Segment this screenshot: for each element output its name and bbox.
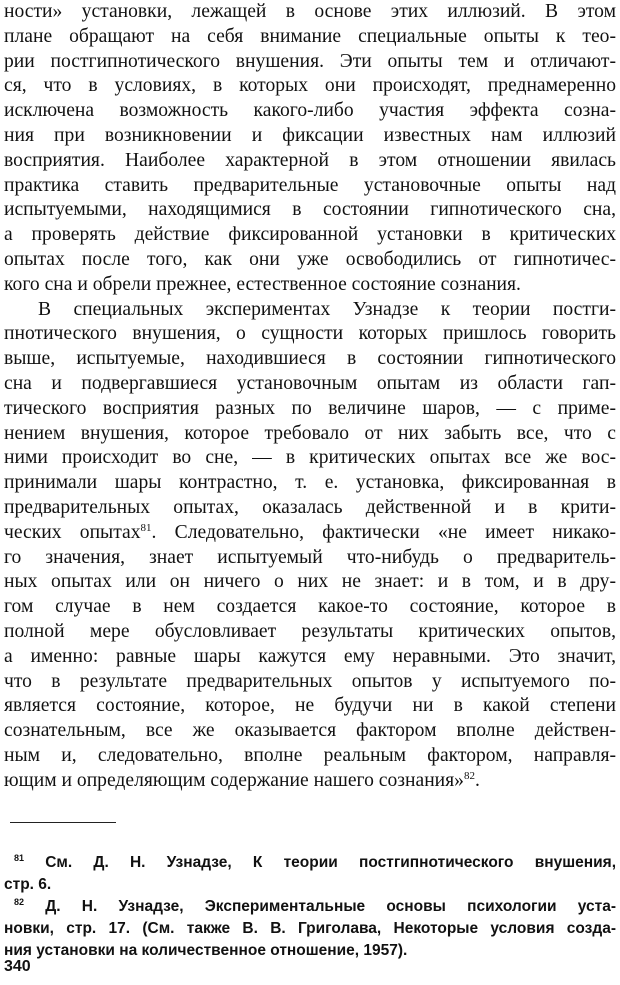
- text-line: предварительных опытах, оказалась действенной и в крити-: [4, 496, 616, 518]
- text-fragment: ческих опытах: [4, 521, 141, 543]
- text-line: полной мере обусловливает результаты критических опытов,: [4, 620, 616, 642]
- footnote-ref-82: 82: [463, 769, 475, 782]
- text-line: исключена возможность какого-либо участия эффекта созна-: [4, 100, 616, 122]
- text-line: ния при возникновении и фиксации известных нам иллюзий: [4, 124, 616, 146]
- text-line: принимали шары контрастно, т. е. установка, фиксированная в: [4, 472, 616, 494]
- text-line: испытуемыми, находящимися в состоянии гипнотического сна,: [4, 199, 616, 221]
- footnote-ref-81: 81: [140, 521, 152, 534]
- text-line: восприятия. Наиболее характерной в этом отношении явилась: [4, 149, 616, 171]
- page-number: 340: [4, 958, 31, 975]
- text-line: а проверять действие фиксированной установки в критических: [4, 224, 616, 246]
- book-page: [4, 0, 616, 985]
- text-line: а именно: равные шары кажутся ему неравными. Это значит,: [4, 645, 616, 667]
- text-line: ным и, следовательно, вполне реальным фактором, направля-: [4, 744, 616, 766]
- footnote-mark-82: 82: [14, 897, 25, 907]
- text-line: [4, 521, 616, 546]
- footnotes: [4, 852, 616, 962]
- text-line: пнотического внушения, о сущности которых пришлось говорить: [4, 323, 616, 345]
- text-line: ними происходит во сне, — в критических опытах все же вос-: [4, 447, 616, 469]
- text-line: опытах после того, как они уже освободились от гипнотичес-: [4, 248, 616, 270]
- text-line: ных опытах или он ничего о них не знает: и в том, и в дру-: [4, 571, 616, 593]
- text-line: плане обращают на себя внимание специальные опыты к тео-: [4, 25, 616, 47]
- footnote-82-text: Д. Н. Узнадзе, Экспериментальные основы психологии уста-: [45, 898, 616, 915]
- text-line: практика ставить предварительные установочные опыты над: [4, 174, 616, 196]
- text-line: является состояние, которое, не будучи ни в какой степени: [4, 695, 616, 717]
- text-line: выше, испытуемые, находившиеся в состоянии гипнотического: [4, 348, 616, 370]
- text-line: рии постгипнотического внушения. Эти опыты тем и отличают-: [4, 50, 616, 72]
- text-fragment: ющим и определяющим содержание нашего сознания»: [4, 769, 464, 791]
- footnote-81-text: См. Д. Н. Узнадзе, К теории постгипнотического внушения,: [45, 854, 616, 871]
- text-line: В специальных экспериментах Узнадзе к теории постги-: [38, 298, 616, 320]
- text-line: сна и подвергавшиеся установочным опытам из области гап-: [4, 372, 616, 394]
- text-line: [4, 769, 616, 794]
- text-line: что в результате предварительных опытов у испытуемого по-: [4, 670, 616, 692]
- text-line: нением внушения, которое требовало от них забыть все, что с: [4, 422, 616, 444]
- text-fragment: .: [474, 769, 480, 791]
- footnote-mark-81: 81: [14, 853, 25, 863]
- text-line: кого сна и обрели прежнее, естественное состояние сознания.: [4, 273, 521, 295]
- text-line: го значения, знает испытуемый что-нибудь о предваритель-: [4, 546, 616, 568]
- text-line: ся, что в условиях, в которых они происходят, преднамеренно: [4, 75, 616, 97]
- footnote-81-line: [4, 852, 616, 874]
- footnote-82-line: ния установки на количественное отношение, 1957).: [4, 942, 408, 959]
- main-text: [4, 0, 616, 794]
- text-line: ности» установки, лежащей в основе этих иллюзий. В этом: [4, 1, 616, 22]
- footnote-82-line: новки, стр. 17. (См. также В. В. Григолава, Некоторые условия созда-: [4, 920, 616, 937]
- text-line: тического восприятия разных по величине шаров, — с приме-: [4, 397, 616, 419]
- text-line: гом случае в нем создается какое-то состояние, которое в: [4, 596, 616, 618]
- text-fragment: . Следовательно, фактически «не имеет никако-: [151, 521, 616, 543]
- text-line: сознательным, все же оказывается фактором вполне действен-: [4, 720, 616, 742]
- footnote-81-line: стр. 6.: [4, 876, 52, 893]
- footnote-separator: [10, 822, 116, 823]
- footnote-82-line: [4, 896, 616, 918]
